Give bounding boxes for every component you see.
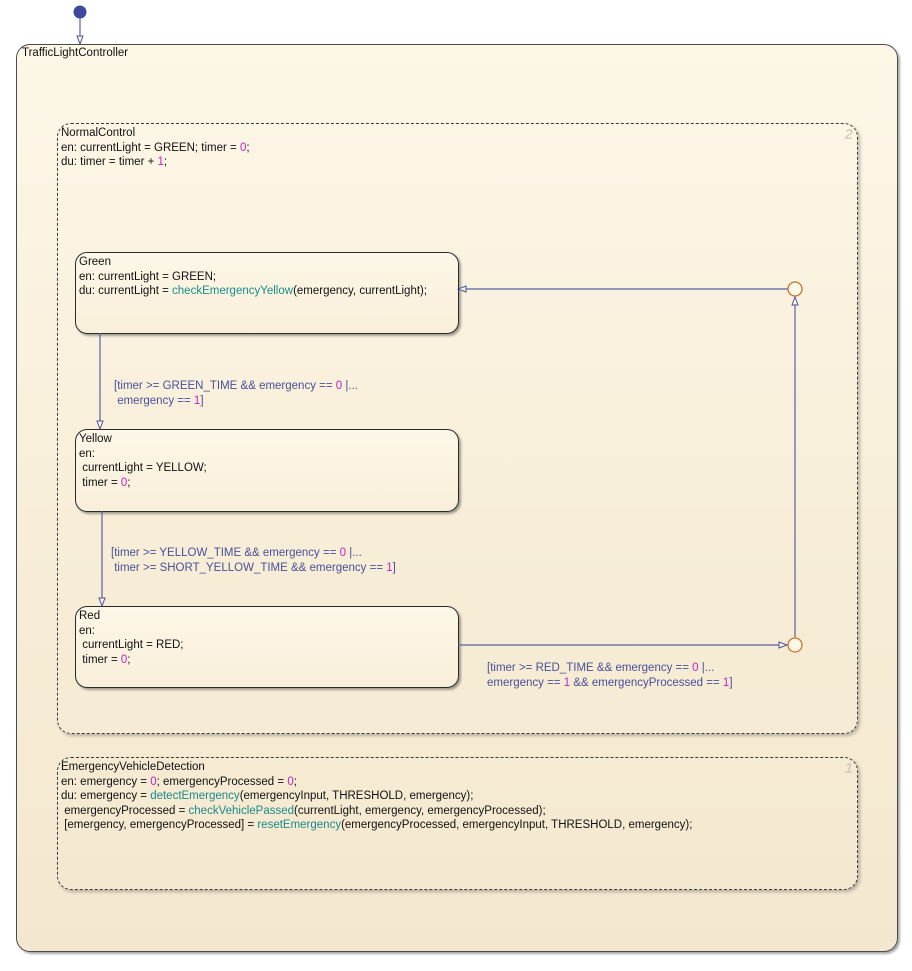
- guard-red-to-junction[interactable]: [timer >= RED_TIME && emergency == 0 |... emergency == 1 && emergencyProcessed == 1]: [487, 662, 733, 689]
- normal-control-label: NormalControl en: currentLight = GREEN; timer = 0; du: timer = timer + 1;: [61, 127, 250, 168]
- red-state-label: Red en: currentLight = RED; timer = 0;: [79, 610, 184, 666]
- emergency-detection-label: EmergencyVehicleDetection en: emergency = 0; emergencyProcessed = 0; du: emergency = detectEmergency(emergencyInput, THRESHOLD, emergency); emergencyProcessed = checkVehiclePassed(currentLight, emergency, emergencyProcessed); [emergency, emergencyProcessed] = resetEmergency(emergencyProcessed, emergencyInput, THRESHOLD, emergency);: [61, 761, 693, 831]
- chart-title: TrafficLightController: [22, 47, 129, 59]
- junction-bottom[interactable]: [788, 638, 802, 652]
- guard-green-to-yellow[interactable]: [timer >= GREEN_TIME && emergency == 0 |... emergency == 1]: [114, 380, 358, 407]
- yellow-state-label: Yellow en: currentLight = YELLOW; timer = 0;: [79, 433, 207, 489]
- execution-order-badge: 1: [844, 760, 853, 777]
- junction-top[interactable]: [788, 282, 802, 296]
- execution-order-badge: 2: [844, 126, 853, 143]
- emergency-vehicle-detection-state[interactable]: [57, 757, 858, 890]
- guard-yellow-to-red[interactable]: [timer >= YELLOW_TIME && emergency == 0 |... timer >= SHORT_YELLOW_TIME && emergency == 1]: [111, 547, 396, 574]
- green-state-label: Green en: currentLight = GREEN; du: currentLight = checkEmergencyYellow(emergency, currentLight);: [79, 256, 428, 297]
